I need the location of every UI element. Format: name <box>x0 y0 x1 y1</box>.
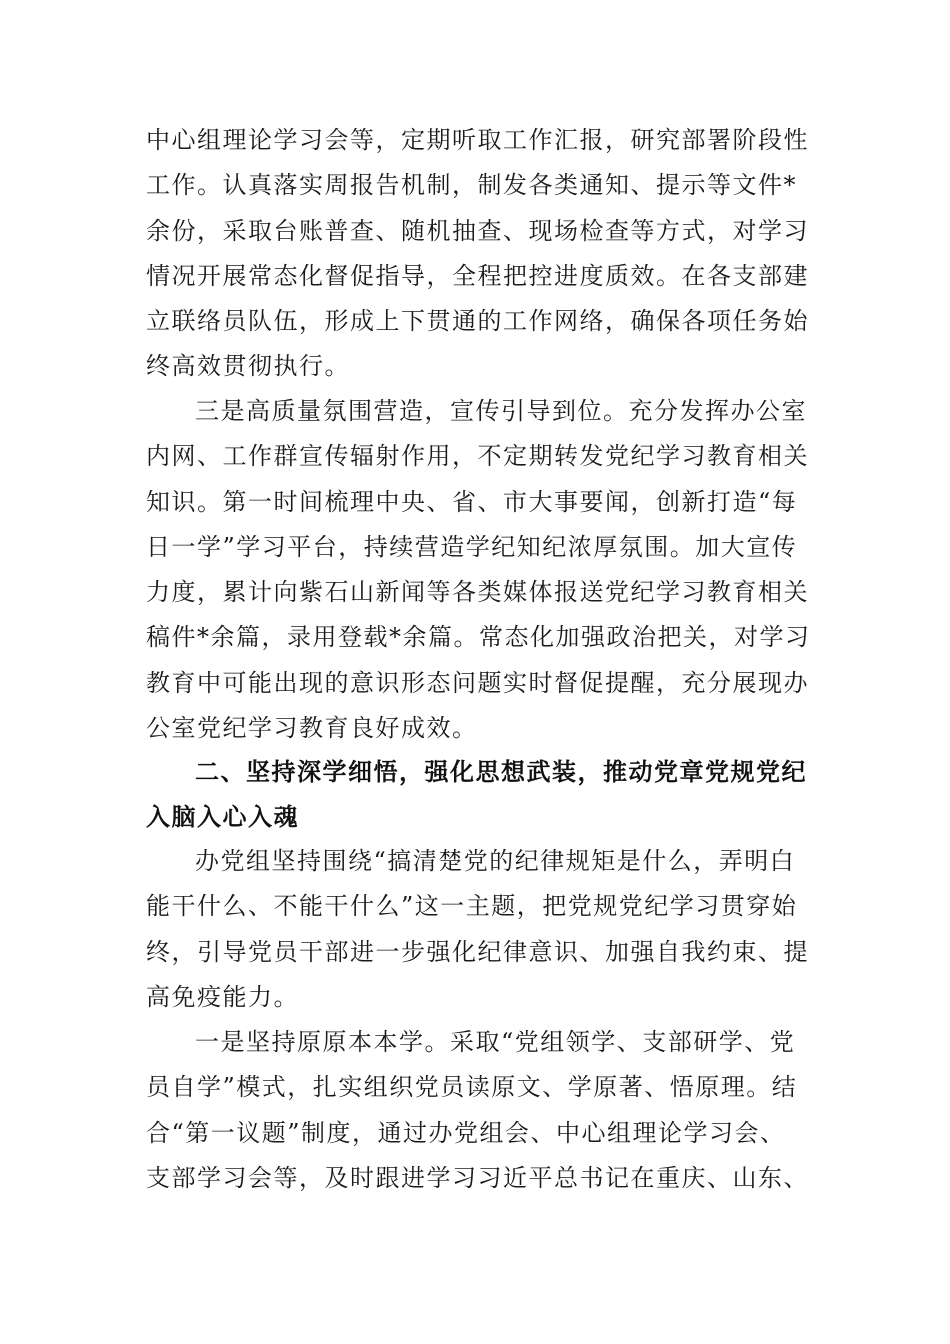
paragraph-line: 知识。第一时间梳理中央、省、市大事要闻，创新打造“每 <box>146 487 798 516</box>
paragraph-line: 合“第一议题”制度，通过办党组会、中心组理论学习会、 <box>146 1118 786 1147</box>
paragraph-line: 工作。认真落实周报告机制，制发各类通知、提示等文件* <box>146 171 797 200</box>
paragraph-line: 余份，采取台账普查、随机抽查、现场检查等方式，对学习 <box>146 216 809 245</box>
paragraph-line: 终，引导党员干部进一步强化纪律意识、加强自我约束、提 <box>146 937 809 966</box>
paragraph-line: 稿件*余篇，录用登载*余篇。常态化加强政治把关，对学习 <box>146 623 811 652</box>
paragraph-line: 办党组坚持围绕“搞清楚党的纪律规矩是什么，弄明白 <box>195 847 796 875</box>
paragraph-line: 公室党纪学习教育良好成效。 <box>146 714 478 743</box>
paragraph-line: 中心组理论学习会等，定期听取工作汇报，研究部署阶段性 <box>146 126 809 154</box>
paragraph-line: 情况开展常态化督促指导，全程把控进度质效。在各支部建 <box>146 261 809 290</box>
section-heading <box>146 750 806 841</box>
paragraph-line: 终高效贯彻执行。 <box>146 352 350 381</box>
paragraph-line: 立联络员队伍，形成上下贯通的工作网络，确保各项任务始 <box>146 307 809 336</box>
heading-line: 入脑入心入魂 <box>146 803 299 832</box>
paragraph-line: 内网、工作群宣传辐射作用，不定期转发党纪学习教育相关 <box>146 442 809 471</box>
paragraph-publicity <box>146 389 811 751</box>
paragraph-line: 高免疫能力。 <box>146 982 299 1011</box>
paragraph-line: 一是坚持原原本本学。采取“党组领学、支部研学、党 <box>195 1028 796 1056</box>
paragraph-line: 能干什么、不能干什么”这一主题，把党规党纪学习贯穿始 <box>146 892 798 921</box>
heading-line: 二、坚持深学细悟，强化思想武装，推动党章党规党纪 <box>195 758 807 786</box>
paragraph-line: 教育中可能出现的意识形态问题实时督促提醒，充分展现办 <box>146 668 809 697</box>
paragraph-intro <box>146 839 809 1020</box>
paragraph-study <box>146 1020 809 1201</box>
paragraph-line: 支部学习会等，及时跟进学习习近平总书记在重庆、山东、 <box>146 1163 809 1192</box>
paragraph-line: 日一学”学习平台，持续营造学纪知纪浓厚氛围。加大宣传 <box>146 532 798 561</box>
paragraph-supervision <box>146 118 809 390</box>
paragraph-line: 力度，累计向紫石山新闻等各类媒体报送党纪学习教育相关 <box>146 578 809 607</box>
paragraph-line: 员自学”模式，扎实组织党员读原文、学原著、悟原理。结 <box>146 1073 798 1102</box>
paragraph-line: 三是高质量氛围营造，宣传引导到位。充分发挥办公室 <box>195 397 807 425</box>
